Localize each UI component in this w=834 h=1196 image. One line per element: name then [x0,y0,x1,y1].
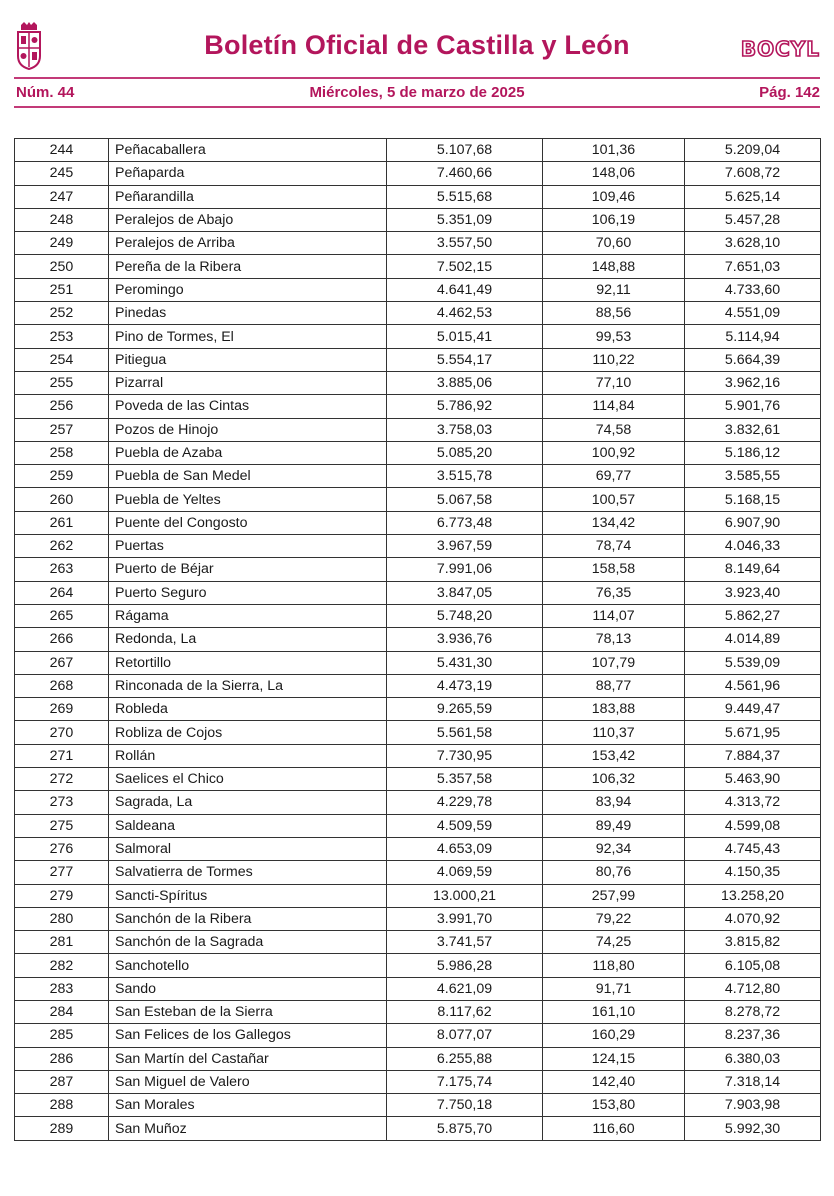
table-row [15,325,821,348]
amount-total: 8.149,64 [685,558,821,581]
amount-total: 13.258,20 [685,884,821,907]
amount-base: 4.641,49 [387,278,543,301]
amount-extra: 92,11 [543,278,685,301]
amount-total: 7.651,03 [685,255,821,278]
amount-base: 4.462,53 [387,302,543,325]
header-rule-bottom [14,106,820,108]
row-number: 284 [15,1000,109,1023]
amount-base: 5.085,20 [387,441,543,464]
amount-base: 7.991,06 [387,558,543,581]
amount-total: 5.664,39 [685,348,821,371]
amount-base: 3.758,03 [387,418,543,441]
issue-number: Núm. 44 [16,84,75,101]
amount-total: 8.278,72 [685,1000,821,1023]
amount-extra: 118,80 [543,954,685,977]
table-row [15,721,821,744]
municipality-name: Puebla de Yeltes [109,488,387,511]
amount-base: 8.077,07 [387,1024,543,1047]
row-number: 280 [15,907,109,930]
row-number: 255 [15,371,109,394]
amount-base: 6.773,48 [387,511,543,534]
amount-extra: 89,49 [543,814,685,837]
amount-extra: 148,06 [543,162,685,185]
amount-base: 5.554,17 [387,348,543,371]
table-row [15,232,821,255]
municipality-name: Peralejos de Abajo [109,208,387,231]
amount-extra: 70,60 [543,232,685,255]
amount-extra: 106,19 [543,208,685,231]
amount-total: 4.313,72 [685,791,821,814]
bulletin-title: Boletín Oficial de Castilla y León [204,30,630,60]
amount-base: 7.730,95 [387,744,543,767]
page-header [0,0,834,112]
amount-base: 4.473,19 [387,674,543,697]
amount-base: 3.515,78 [387,465,543,488]
row-number: 269 [15,698,109,721]
table-row [15,1024,821,1047]
table-row [15,1070,821,1093]
municipality-name: Peralejos de Arriba [109,232,387,255]
amount-base: 5.515,68 [387,185,543,208]
table-row [15,185,821,208]
row-number: 276 [15,837,109,860]
amount-base: 3.885,06 [387,371,543,394]
amount-extra: 80,76 [543,861,685,884]
amount-extra: 158,58 [543,558,685,581]
amount-total: 5.168,15 [685,488,821,511]
amount-base: 7.460,66 [387,162,543,185]
amount-total: 5.114,94 [685,325,821,348]
bocyl-logo: BOCYL [740,37,820,61]
amount-extra: 148,88 [543,255,685,278]
amount-extra: 114,84 [543,395,685,418]
row-number: 247 [15,185,109,208]
table-row [15,954,821,977]
amount-extra: 153,80 [543,1094,685,1117]
amount-total: 3.923,40 [685,581,821,604]
row-number: 259 [15,465,109,488]
amount-base: 9.265,59 [387,698,543,721]
table-row [15,791,821,814]
row-number: 283 [15,977,109,1000]
amount-total: 4.070,92 [685,907,821,930]
amount-extra: 100,57 [543,488,685,511]
row-number: 287 [15,1070,109,1093]
amount-base: 5.986,28 [387,954,543,977]
amount-extra: 107,79 [543,651,685,674]
amount-extra: 257,99 [543,884,685,907]
municipality-name: Puebla de San Medel [109,465,387,488]
amount-base: 4.653,09 [387,837,543,860]
row-number: 254 [15,348,109,371]
row-number: 260 [15,488,109,511]
amount-base: 7.750,18 [387,1094,543,1117]
municipality-name: Puertas [109,535,387,558]
row-number: 265 [15,604,109,627]
amount-base: 5.107,68 [387,139,543,162]
amount-total: 4.551,09 [685,302,821,325]
amount-extra: 78,13 [543,628,685,651]
amount-extra: 74,25 [543,931,685,954]
amount-extra: 69,77 [543,465,685,488]
amount-total: 4.150,35 [685,861,821,884]
amount-base: 5.875,70 [387,1117,543,1140]
table-row [15,465,821,488]
municipality-name: Poveda de las Cintas [109,395,387,418]
amount-extra: 110,37 [543,721,685,744]
row-number: 286 [15,1047,109,1070]
amount-base: 5.067,58 [387,488,543,511]
amount-total: 5.186,12 [685,441,821,464]
amount-base: 3.967,59 [387,535,543,558]
amount-total: 5.209,04 [685,139,821,162]
table-row [15,348,821,371]
table-row [15,977,821,1000]
municipality-name: Sancti-Spíritus [109,884,387,907]
amount-base: 5.357,58 [387,768,543,791]
amount-base: 3.991,70 [387,907,543,930]
amount-base: 3.936,76 [387,628,543,651]
row-number: 271 [15,744,109,767]
amount-base: 3.557,50 [387,232,543,255]
table-row [15,907,821,930]
municipality-name: Robleda [109,698,387,721]
municipality-table [14,138,821,1141]
municipality-name: Sando [109,977,387,1000]
table-body [15,139,821,1141]
municipality-name: Pozos de Hinojo [109,418,387,441]
amount-total: 7.318,14 [685,1070,821,1093]
row-number: 275 [15,814,109,837]
amount-total: 4.745,43 [685,837,821,860]
row-number: 258 [15,441,109,464]
amount-total: 5.862,27 [685,604,821,627]
municipality-name: San Muñoz [109,1117,387,1140]
municipality-name: Puerto Seguro [109,581,387,604]
amount-extra: 124,15 [543,1047,685,1070]
amount-base: 5.748,20 [387,604,543,627]
amount-total: 3.628,10 [685,232,821,255]
amount-base: 3.847,05 [387,581,543,604]
row-number: 289 [15,1117,109,1140]
amount-total: 7.884,37 [685,744,821,767]
amount-base: 13.000,21 [387,884,543,907]
table-row [15,604,821,627]
amount-total: 3.815,82 [685,931,821,954]
table-row [15,628,821,651]
amount-base: 7.502,15 [387,255,543,278]
row-number: 279 [15,884,109,907]
municipality-name: Redonda, La [109,628,387,651]
municipality-name: Pinedas [109,302,387,325]
row-number: 257 [15,418,109,441]
header-rule-top [14,77,820,79]
table-row [15,861,821,884]
row-number: 248 [15,208,109,231]
amount-total: 5.671,95 [685,721,821,744]
municipality-name: Saldeana [109,814,387,837]
row-number: 288 [15,1094,109,1117]
amount-extra: 183,88 [543,698,685,721]
table-row [15,698,821,721]
table-row [15,418,821,441]
table-row [15,651,821,674]
table-row [15,558,821,581]
municipality-name: Rágama [109,604,387,627]
row-number: 262 [15,535,109,558]
amount-total: 7.903,98 [685,1094,821,1117]
municipality-name: Peñaparda [109,162,387,185]
amount-extra: 109,46 [543,185,685,208]
row-number: 264 [15,581,109,604]
amount-total: 3.962,16 [685,371,821,394]
municipality-name: Puebla de Azaba [109,441,387,464]
table-row [15,371,821,394]
row-number: 266 [15,628,109,651]
municipality-name: San Miguel de Valero [109,1070,387,1093]
table-row [15,278,821,301]
municipality-name: Sanchotello [109,954,387,977]
amount-total: 5.457,28 [685,208,821,231]
row-number: 268 [15,674,109,697]
row-number: 245 [15,162,109,185]
amount-extra: 88,56 [543,302,685,325]
amount-base: 5.786,92 [387,395,543,418]
municipality-name: Pizarral [109,371,387,394]
amount-extra: 134,42 [543,511,685,534]
municipality-name: Peñacaballera [109,139,387,162]
row-number: 263 [15,558,109,581]
amount-extra: 160,29 [543,1024,685,1047]
amount-base: 5.431,30 [387,651,543,674]
row-number: 277 [15,861,109,884]
row-number: 270 [15,721,109,744]
row-number: 282 [15,954,109,977]
row-number: 272 [15,768,109,791]
municipality-name: Rinconada de la Sierra, La [109,674,387,697]
table-row [15,1094,821,1117]
amount-total: 5.901,76 [685,395,821,418]
amount-base: 5.015,41 [387,325,543,348]
amount-extra: 76,35 [543,581,685,604]
table-row [15,674,821,697]
municipality-name: Sanchón de la Ribera [109,907,387,930]
amount-extra: 99,53 [543,325,685,348]
amount-base: 5.351,09 [387,208,543,231]
municipality-name: Peromingo [109,278,387,301]
amount-extra: 79,22 [543,907,685,930]
amount-extra: 100,92 [543,441,685,464]
row-number: 252 [15,302,109,325]
table-row [15,1047,821,1070]
table-row [15,488,821,511]
amount-total: 5.992,30 [685,1117,821,1140]
municipality-name: Pereña de la Ribera [109,255,387,278]
municipality-name: Pitiegua [109,348,387,371]
table-row [15,535,821,558]
amount-base: 7.175,74 [387,1070,543,1093]
amount-extra: 161,10 [543,1000,685,1023]
table-row [15,255,821,278]
amount-total: 8.237,36 [685,1024,821,1047]
amount-extra: 74,58 [543,418,685,441]
table-row [15,302,821,325]
row-number: 267 [15,651,109,674]
table-row [15,441,821,464]
amount-base: 4.621,09 [387,977,543,1000]
amount-base: 3.741,57 [387,931,543,954]
amount-base: 6.255,88 [387,1047,543,1070]
amount-total: 9.449,47 [685,698,821,721]
table-row [15,395,821,418]
table-row [15,162,821,185]
row-number: 273 [15,791,109,814]
amount-total: 4.712,80 [685,977,821,1000]
amount-extra: 114,07 [543,604,685,627]
amount-total: 3.832,61 [685,418,821,441]
amount-total: 5.463,90 [685,768,821,791]
table-row [15,768,821,791]
page-number: Pág. 142 [759,84,820,101]
amount-base: 4.069,59 [387,861,543,884]
amount-extra: 106,32 [543,768,685,791]
table-row [15,744,821,767]
amount-total: 4.599,08 [685,814,821,837]
amount-extra: 116,60 [543,1117,685,1140]
municipality-name: Sagrada, La [109,791,387,814]
amount-total: 5.625,14 [685,185,821,208]
row-number: 281 [15,931,109,954]
row-number: 244 [15,139,109,162]
amount-extra: 78,74 [543,535,685,558]
municipality-name: Puente del Congosto [109,511,387,534]
amount-base: 8.117,62 [387,1000,543,1023]
amount-extra: 101,36 [543,139,685,162]
amount-extra: 142,40 [543,1070,685,1093]
row-number: 250 [15,255,109,278]
amount-total: 6.907,90 [685,511,821,534]
municipality-name: Retortillo [109,651,387,674]
amount-extra: 77,10 [543,371,685,394]
municipality-name: San Esteban de la Sierra [109,1000,387,1023]
table-row [15,884,821,907]
table-row [15,837,821,860]
amount-total: 4.014,89 [685,628,821,651]
row-number: 253 [15,325,109,348]
municipality-name: Robliza de Cojos [109,721,387,744]
municipality-name: Rollán [109,744,387,767]
row-number: 256 [15,395,109,418]
table-row [15,139,821,162]
table-row [15,1000,821,1023]
municipality-name: San Martín del Castañar [109,1047,387,1070]
table-row [15,581,821,604]
amount-extra: 153,42 [543,744,685,767]
municipality-name: Salvatierra de Tormes [109,861,387,884]
amount-extra: 92,34 [543,837,685,860]
amount-total: 6.105,08 [685,954,821,977]
municipality-name: San Morales [109,1094,387,1117]
table-row [15,814,821,837]
amount-total: 4.561,96 [685,674,821,697]
row-number: 285 [15,1024,109,1047]
municipality-name: Pino de Tormes, El [109,325,387,348]
amount-base: 4.509,59 [387,814,543,837]
table-row [15,1117,821,1140]
municipality-name: Saelices el Chico [109,768,387,791]
amount-total: 7.608,72 [685,162,821,185]
row-number: 261 [15,511,109,534]
amount-total: 3.585,55 [685,465,821,488]
amount-extra: 110,22 [543,348,685,371]
amount-total: 6.380,03 [685,1047,821,1070]
table-row [15,208,821,231]
row-number: 249 [15,232,109,255]
amount-extra: 83,94 [543,791,685,814]
amount-base: 5.561,58 [387,721,543,744]
amount-extra: 88,77 [543,674,685,697]
row-number: 251 [15,278,109,301]
municipality-name: San Felices de los Gallegos [109,1024,387,1047]
municipality-name: Puerto de Béjar [109,558,387,581]
table-row [15,511,821,534]
table-row [15,931,821,954]
amount-total: 4.733,60 [685,278,821,301]
amount-total: 5.539,09 [685,651,821,674]
amount-base: 4.229,78 [387,791,543,814]
municipality-name: Sanchón de la Sagrada [109,931,387,954]
municipality-name: Salmoral [109,837,387,860]
amount-extra: 91,71 [543,977,685,1000]
municipality-name: Peñarandilla [109,185,387,208]
amount-total: 4.046,33 [685,535,821,558]
issue-date: Miércoles, 5 de marzo de 2025 [309,84,525,101]
